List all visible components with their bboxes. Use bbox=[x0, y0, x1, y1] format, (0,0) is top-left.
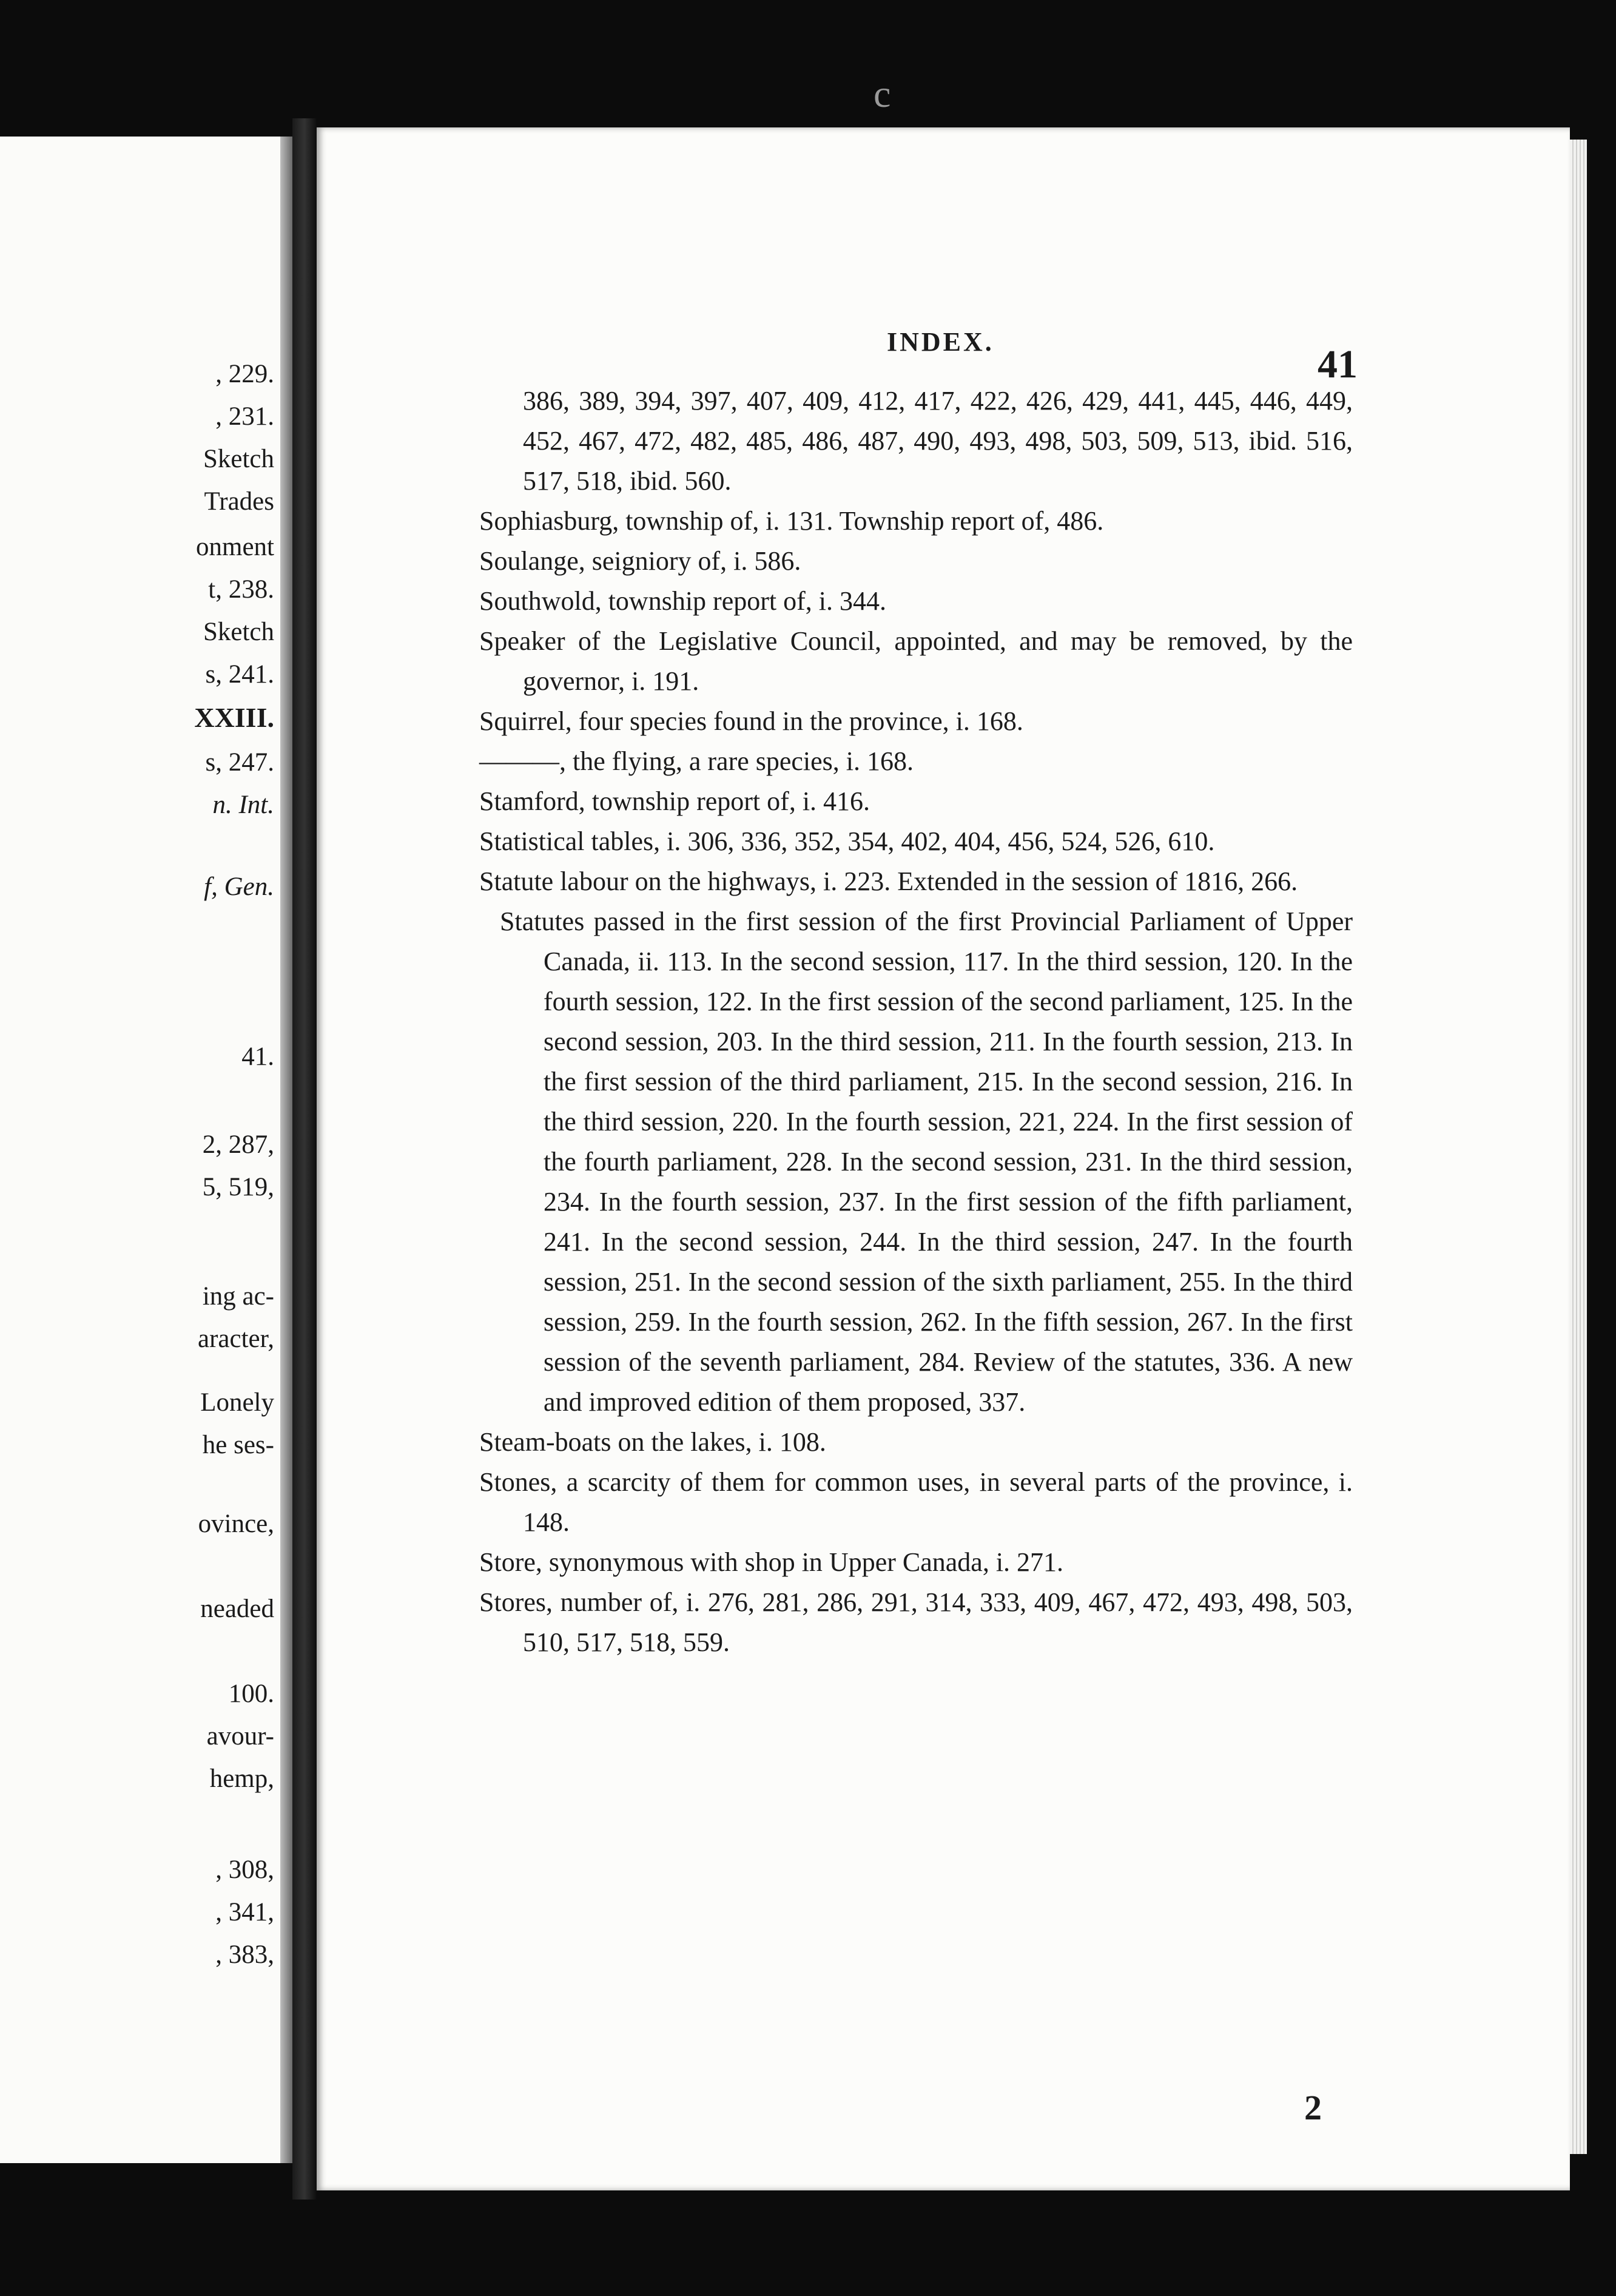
index-entry: Stores, number of, i. 276, 281, 286, 291, 314, 333, 409, 467, 472, 493, 498, 503, 510, 517, 518, 559. bbox=[479, 1587, 1353, 1657]
left-page-line: neaded bbox=[200, 1595, 274, 1623]
page-number: 41 bbox=[1318, 342, 1358, 387]
index-entry: Squirrel, four species found in the province, i. 168. bbox=[479, 706, 1023, 736]
index-entry: Statutes passed in the first session of the first Provincial Parliament of Upper Canada, ii. 113. In the second session, 117. In the third session, 120. In the fourth session, 122. In the first session of the second parliament, 125. In the second session, 203. In the third session, 211. In the fourth session, 213. In the first session of the third parliament, 215. In the second session, 216. In the third session, 220. In the fourth session, 221, 224. In the first session of the fourth parliament, 228. In the second session, 231. In the third session, 234. In the fourth session, 237. In the first session of the fifth parliament, 241. In the second session, 244. In the third session, 247. In the fourth session, 251. In the second session of the sixth parliament, 255. In the third session, 259. In the fourth session, 262. In the fifth session, 267. In the first session of the seventh parliament, 284. Review of the statutes, 336. A new and improved edition of them proposed, 337. bbox=[500, 907, 1353, 1417]
index-entry: Statistical tables, i. 306, 336, 352, 354, 402, 404, 456, 524, 526, 610. bbox=[479, 826, 1215, 856]
index-entry: Speaker of the Legislative Council, appointed, and may be removed, by the governor, i. 191. bbox=[479, 626, 1353, 696]
left-page-line: f, Gen. bbox=[204, 873, 274, 901]
left-page-line: Sketch bbox=[203, 618, 274, 646]
left-page-line: , 308, bbox=[215, 1855, 274, 1884]
index-entry: Southwold, township report of, i. 344. bbox=[479, 586, 886, 616]
left-page-line: hemp, bbox=[209, 1764, 274, 1793]
left-page-line: aracter, bbox=[198, 1325, 274, 1353]
left-page-line: n. Int. bbox=[212, 791, 274, 819]
left-page-line: , 229. bbox=[215, 360, 274, 388]
index-entry: Sophiasburg, township of, i. 131. Township report of, 486. bbox=[479, 506, 1104, 536]
signature-mark: 2 bbox=[1304, 2088, 1322, 2127]
left-page-line: he ses- bbox=[202, 1431, 274, 1459]
index-entry: Store, synonymous with shop in Upper Canada, i. 271. bbox=[479, 1547, 1064, 1577]
left-page-line: , 383, bbox=[215, 1940, 274, 1969]
index-entry: Soulange, seigniory of, i. 586. bbox=[479, 546, 801, 576]
left-page-line: 5, 519, bbox=[202, 1173, 274, 1201]
left-page-line: Sketch bbox=[203, 445, 274, 473]
index-entry: Statute labour on the highways, i. 223. Extended in the session of 1816, 266. bbox=[479, 866, 1298, 896]
left-page-line: 100. bbox=[228, 1680, 274, 1708]
book-spine bbox=[292, 118, 317, 2200]
left-gutter-shadow bbox=[280, 137, 292, 2163]
left-page-line: ing ac- bbox=[202, 1282, 274, 1311]
left-page-line: Trades bbox=[204, 487, 274, 516]
left-page-line: Lonely bbox=[200, 1388, 274, 1417]
left-facing-page bbox=[0, 137, 280, 2163]
index-entry: Steam-boats on the lakes, i. 108. bbox=[479, 1427, 826, 1457]
left-page-line: 41. bbox=[241, 1042, 274, 1071]
left-page-line: onment bbox=[196, 533, 274, 561]
left-page-line: avour- bbox=[206, 1722, 274, 1751]
index-entries bbox=[479, 381, 1353, 1663]
left-page-line: XXIII. bbox=[194, 702, 274, 733]
left-page-line: s, 247. bbox=[205, 748, 274, 777]
page-edges bbox=[1570, 140, 1587, 2154]
index-entry: ———, the flying, a rare species, i. 168. bbox=[479, 746, 914, 776]
top-mark: c bbox=[874, 72, 891, 115]
running-head: INDEX. bbox=[887, 327, 994, 357]
left-page-line: s, 241. bbox=[205, 660, 274, 689]
left-page-line: t, 238. bbox=[208, 575, 274, 604]
index-entry: Stones, a scarcity of them for common uses, in several parts of the province, i. 148. bbox=[479, 1467, 1353, 1537]
left-page-line: ovince, bbox=[198, 1510, 274, 1538]
index-entry-continuation: 386, 389, 394, 397, 407, 409, 412, 417, 422, 426, 429, 441, 445, 446, 449, 452, 467, 472, 482, 485, 486, 487, 490, 493, 498, 503, 509, 513, ibid. 516, 517, 518, ibid. 560. bbox=[523, 386, 1353, 496]
left-page-line: , 231. bbox=[215, 402, 274, 431]
left-page-line: 2, 287, bbox=[202, 1130, 274, 1159]
index-entry: Stamford, township report of, i. 416. bbox=[479, 786, 870, 816]
left-page-line: , 341, bbox=[215, 1898, 274, 1926]
